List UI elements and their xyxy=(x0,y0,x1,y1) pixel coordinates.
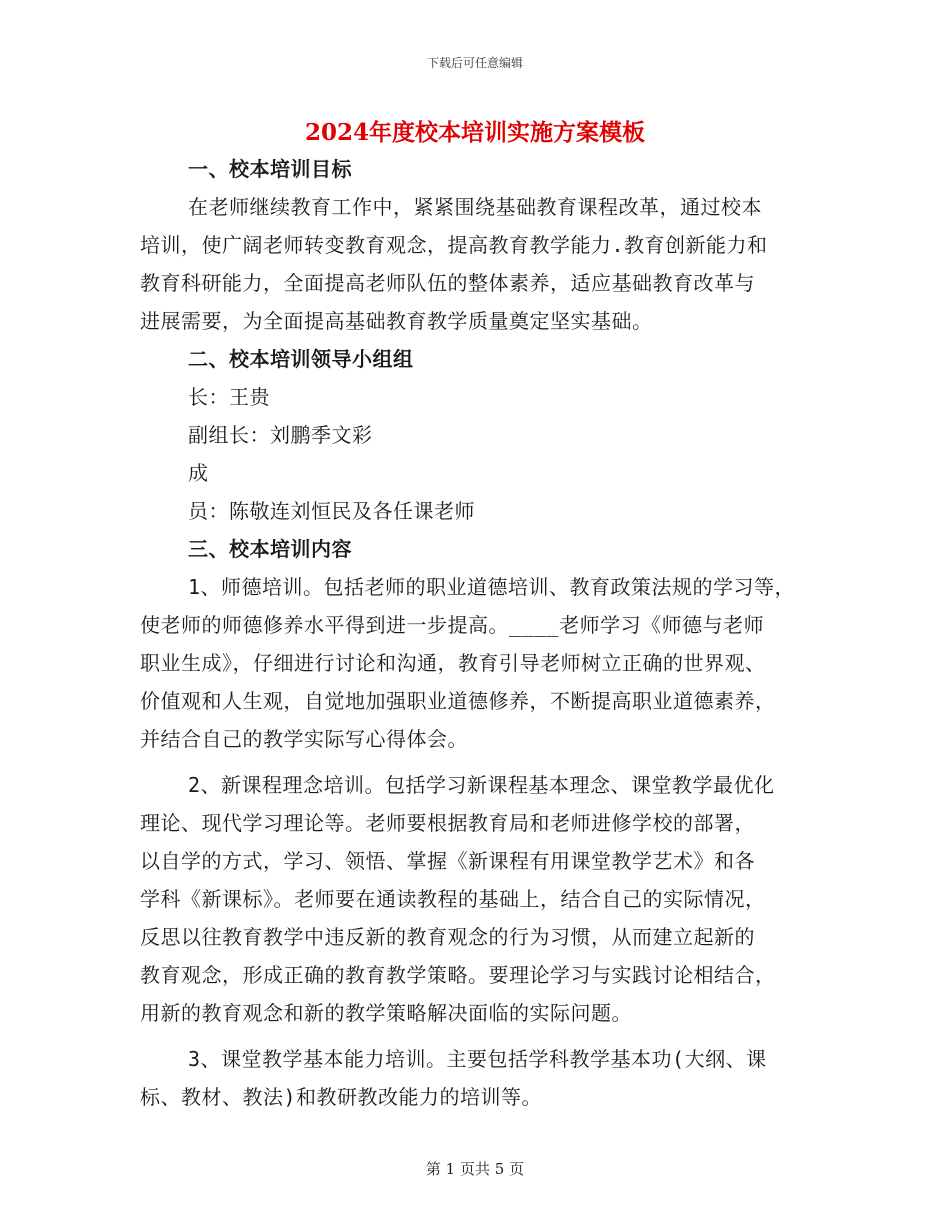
members-label-line: 成 xyxy=(188,461,209,485)
paragraph-line: 3、课堂教学基本能力培训。主要包括学科教学基本功(大纲、课 xyxy=(188,1047,767,1071)
paragraph-line: 以自学的方式，学习、领悟、掌握《新课程有用课堂教学艺术》和各 xyxy=(140,849,755,873)
paragraph-line: 职业生成》，仔细进行讨论和沟通，教育引导老师树立正确的世界观、 xyxy=(140,651,766,675)
paragraph-line: 用新的教育观念和新的教学策略解决面临的实际问题。 xyxy=(140,1001,632,1025)
paragraph-line: 价值观和人生观，自觉地加强职业道德修养，不断提高职业道德素养， xyxy=(140,689,776,713)
paragraph-line: 反思以往教育教学中违反新的教育观念的行为习惯，从而建立起新的 xyxy=(140,925,755,949)
leader-line: 长：王贵 xyxy=(188,385,270,409)
paragraph-line: 教育观念，形成正确的教育教学策略。要理论学习与实践讨论相结合， xyxy=(140,963,776,987)
document-title: 2024年度校本培训实施方案模板 xyxy=(304,119,645,146)
page-header: 下载后可任意编辑 xyxy=(426,56,523,70)
paragraph-line: 教育科研能力，全面提高老师队伍的整体素养，适应基础教育改革与 xyxy=(140,271,755,295)
paragraph-line: 并结合自己的教学实际写心得体会。 xyxy=(140,727,468,751)
deputy-leader-line: 副组长：刘鹏季文彩 xyxy=(188,423,373,447)
page-number-footer: 第 1 页共 5 页 xyxy=(425,1160,525,1178)
paragraph-gap xyxy=(140,758,820,766)
paragraph-line: 在老师继续教育工作中，紧紧围绕基础教育课程改革，通过校本 xyxy=(188,195,762,219)
document-body xyxy=(140,150,820,1116)
section-heading-content: 三、校本培训内容 xyxy=(188,537,352,561)
section-heading-goals: 一、校本培训目标 xyxy=(188,157,352,181)
paragraph-line: 学科《新课标》。老师要在通读教程的基础上，结合自己的实际情况， xyxy=(140,887,766,911)
paragraph-line: 使老师的师德修养水平得到进一步提高。____老师学习《师德与老师 xyxy=(140,613,765,637)
paragraph-line: 1、师德培训。包括老师的职业道德培训、教育政策法规的学习等， xyxy=(188,575,796,599)
section-heading-leadership: 二、校本培训领导小组组 xyxy=(188,347,414,371)
members-line: 员：陈敬连刘恒民及各任课老师 xyxy=(188,499,475,523)
paragraph-line: 理论、现代学习理论等。老师要根据教育局和老师进修学校的部署， xyxy=(140,811,755,835)
paragraph-line: 进展需要，为全面提高基础教育教学质量奠定坚实基础。 xyxy=(140,309,653,333)
paragraph-line: 2、新课程理念培训。包括学习新课程基本理念、课堂教学最优化 xyxy=(188,773,775,797)
paragraph-line: 培训，使广阔老师转变教育观念，提高教育教学能力.教育创新能力和 xyxy=(140,233,768,257)
paragraph-line: 标、教材、教法)和教研教改能力的培训等。 xyxy=(140,1085,543,1109)
paragraph-gap xyxy=(140,1032,820,1040)
